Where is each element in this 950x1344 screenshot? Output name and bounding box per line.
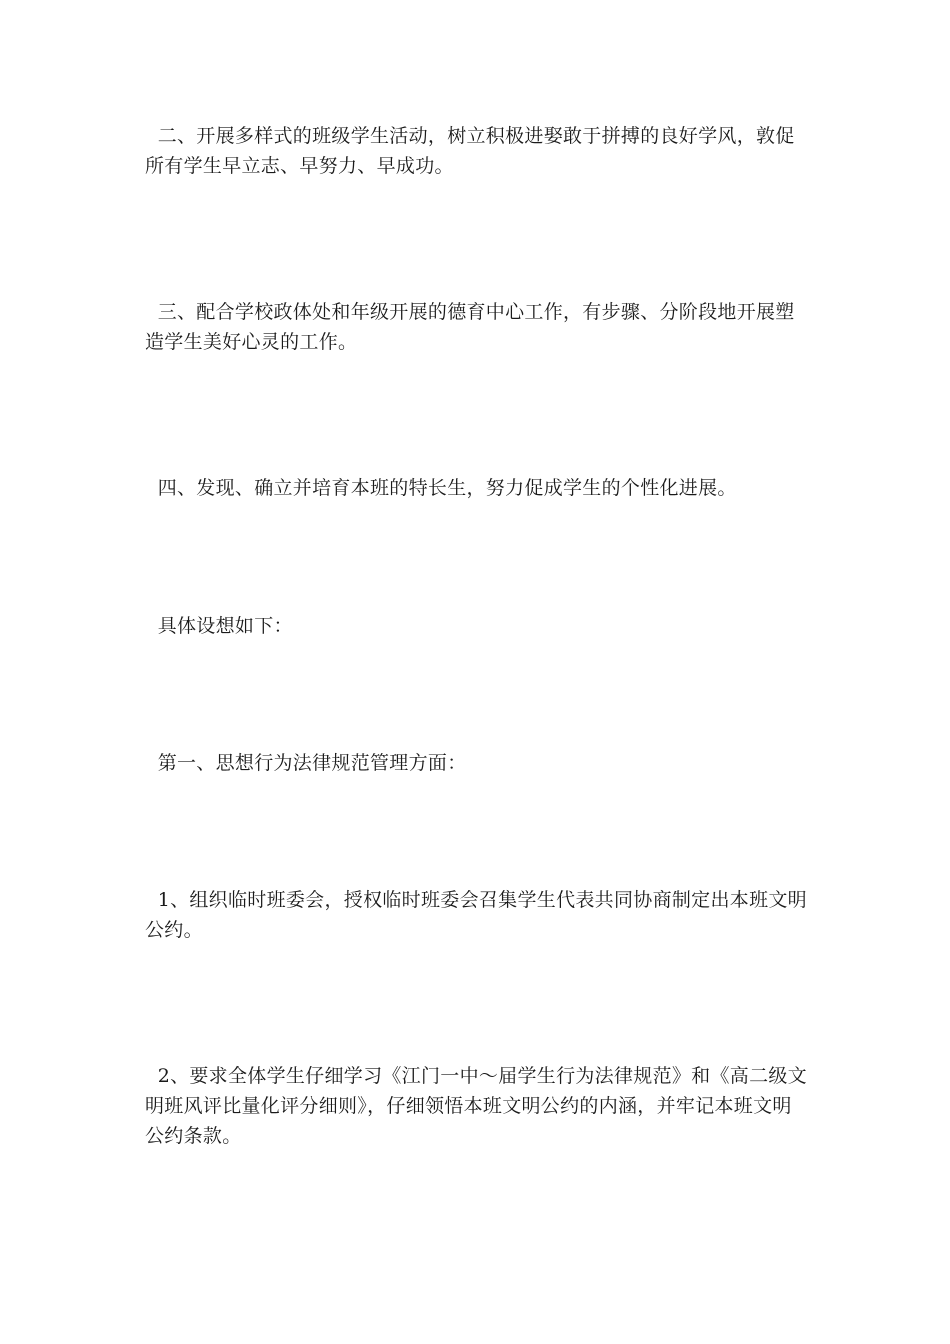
paragraph-item-one: 1、组织临时班委会，授权临时班委会召集学生代表共同协商制定出本班文明公约。	[145, 889, 807, 941]
paragraph-goal-four: 四、发现、确立并培育本班的特长生，努力促成学生的个性化进展。	[145, 477, 737, 499]
paragraph-goal-three: 三、配合学校政体处和年级开展的德育中心工作，有步骤、分阶段地开展塑造学生美好心灵的工作。	[145, 301, 795, 353]
paragraph-item-two: 2、要求全体学生仔细学习《江门一中～届学生行为法律规范》和《高二级文明班风评比量化评分细则》，仔细领悟本班文明公约的内涵，并牢记本班文明公约条款。	[145, 1065, 807, 1147]
paragraph-plan-intro: 具体设想如下：	[145, 615, 293, 637]
paragraph-goal-two: 二、开展多样式的班级学生活动，树立积极进娶敢于拼搏的良好学风，敦促所有学生早立志、早努力、早成功。	[145, 125, 795, 177]
section-heading-conduct: 第一、思想行为法律规范管理方面：	[145, 752, 467, 774]
